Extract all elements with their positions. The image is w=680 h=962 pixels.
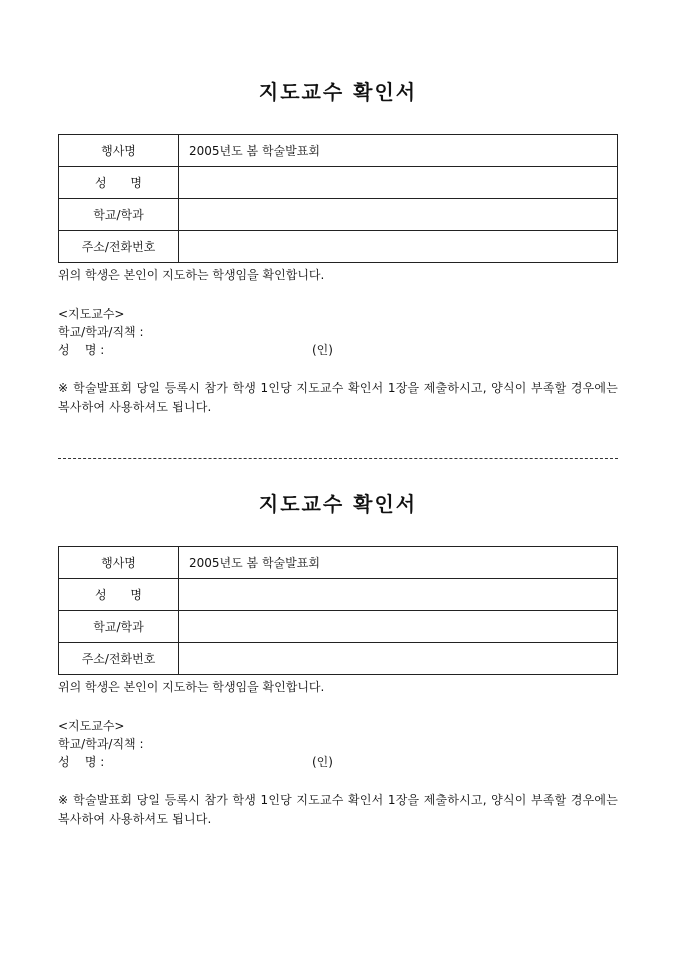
event-name-value: 2005년도 봄 학술발표회 — [179, 547, 618, 579]
event-name-label: 행사명 — [59, 135, 179, 167]
student-name-label: 성 명 — [59, 167, 179, 199]
professor-heading: <지도교수> — [58, 307, 125, 321]
table-row — [59, 135, 618, 167]
seal-mark: (인) — [312, 755, 333, 769]
student-name-label: 성 명 — [59, 579, 179, 611]
student-name-field[interactable] — [179, 579, 618, 611]
table-row — [59, 643, 618, 675]
address-phone-label: 주소/전화번호 — [59, 643, 179, 675]
submission-note: ※ 학술발표회 당일 등록시 참가 학생 1인당 지도교수 확인서 1장을 제출하시고, 양식이 부족할 경우에는 복사하여 사용하셔도 됩니다. — [58, 381, 618, 414]
table-row — [59, 231, 618, 263]
professor-name-row — [58, 753, 618, 771]
confirmation-form-top — [58, 78, 618, 417]
form-title: 지도교수 확인서 — [258, 492, 418, 516]
school-dept-label: 학교/학과 — [59, 611, 179, 643]
event-name-value: 2005년도 봄 학술발표회 — [179, 135, 618, 167]
school-dept-field[interactable] — [179, 199, 618, 231]
school-dept-field[interactable] — [179, 611, 618, 643]
info-table — [58, 546, 618, 675]
address-phone-field[interactable] — [179, 643, 618, 675]
seal-mark: (인) — [312, 343, 333, 357]
confirm-statement: 위의 학생은 본인이 지도하는 학생임을 확인합니다. — [58, 268, 325, 282]
event-name-label: 행사명 — [59, 547, 179, 579]
table-row — [59, 579, 618, 611]
table-row — [59, 611, 618, 643]
professor-heading: <지도교수> — [58, 719, 125, 733]
school-dept-label: 학교/학과 — [59, 199, 179, 231]
professor-name-row — [58, 341, 618, 359]
cut-line-divider — [58, 458, 618, 459]
submission-note: ※ 학술발표회 당일 등록시 참가 학생 1인당 지도교수 확인서 1장을 제출하시고, 양식이 부족할 경우에는 복사하여 사용하셔도 됩니다. — [58, 793, 618, 826]
professor-affiliation-label: 학교/학과/직책 : — [58, 737, 144, 751]
address-phone-field[interactable] — [179, 231, 618, 263]
student-name-field[interactable] — [179, 167, 618, 199]
confirm-statement: 위의 학생은 본인이 지도하는 학생임을 확인합니다. — [58, 680, 325, 694]
table-row — [59, 547, 618, 579]
professor-affiliation-label: 학교/학과/직책 : — [58, 325, 144, 339]
table-row — [59, 199, 618, 231]
info-table — [58, 134, 618, 263]
table-row — [59, 167, 618, 199]
confirmation-form-bottom — [58, 490, 618, 829]
address-phone-label: 주소/전화번호 — [59, 231, 179, 263]
form-title: 지도교수 확인서 — [258, 80, 418, 104]
professor-name-label: 성 명 : — [58, 755, 105, 769]
professor-name-label: 성 명 : — [58, 343, 105, 357]
